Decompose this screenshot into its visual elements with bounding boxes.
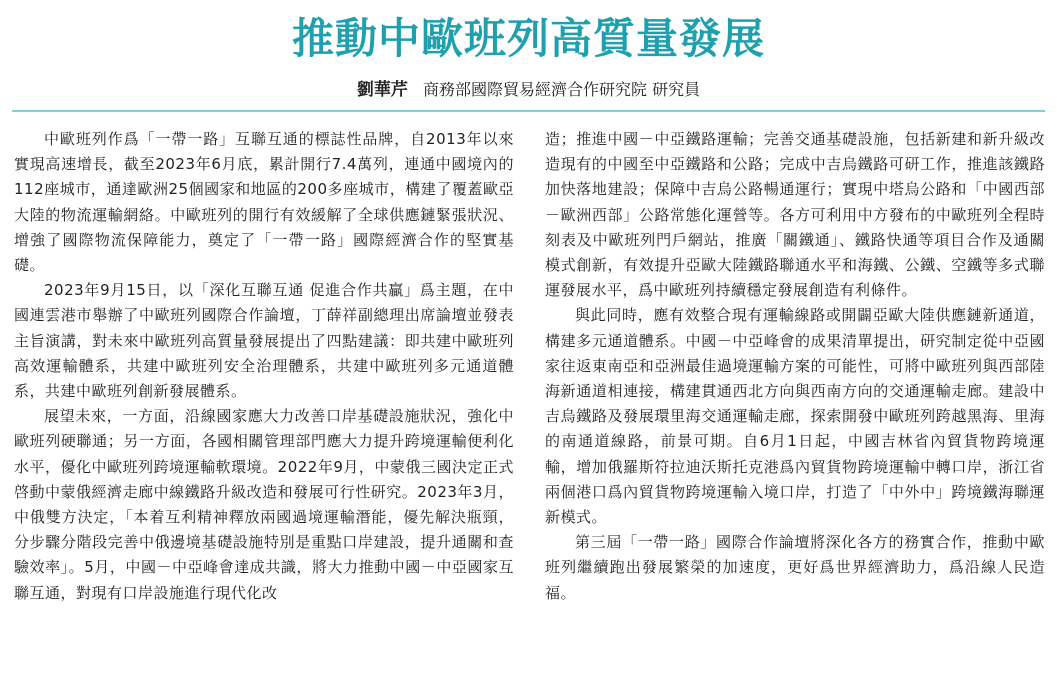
paragraph: 2023年9月15日，以「深化互聯互通 促進合作共贏」爲主題，在中國連雲港市舉辦了中歐班列國際合作論壇，丁薛祥副總理出席論壇並發表主旨演講，對未來中歐班列高質量發展提出了四點建議：即共建中歐班列高效運輸體系，共建中歐班列安全治理體系，共建中歐班列多元通道體系，共建中歐班列創新發展體系。	[14, 281, 514, 401]
headline: 推動中歐班列高質量發展	[291, 14, 765, 63]
article-column-right	[545, 127, 1045, 606]
paragraph: 第三屆「一帶一路」國際合作論壇將深化各方的務實合作，推動中歐班列繼續跑出發展繁榮的加速度，更好爲世界經濟助力，爲沿線人民造福。	[545, 533, 1045, 602]
article-column-left	[14, 127, 514, 606]
header-divider	[12, 110, 1045, 112]
paragraph: 與此同時，應有效整合現有運輸線路或開闢亞歐大陸供應鏈新通道，構建多元通道體系。中國－中亞峰會的成果清單提出，研究制定從中亞國家往返東南亞和亞洲最佳過境運輸方案的可能性，可將中歐班列與西部陸海新通道相連接，構建貫通西北方向與西南方向的交通運輸走廊。建設中吉烏鐵路及發展環里海交通運輸走廊，探索開發中歐班列跨越黑海、里海的南通道線路，前景可期。自6月1日起，中國吉林省內貿貨物跨境運輸，增加俄羅斯符拉迪沃斯托克港爲內貿貨物跨境運輸中轉口岸，浙江省兩個港口爲內貿貨物跨境運輸入境口岸，打造了「中外中」跨境鐵海聯運新模式。	[545, 306, 1045, 527]
paragraph-continuation: 造；推進中國－中亞鐵路運輸；完善交通基礎設施，包括新建和新升級改造現有的中國至中亞鐵路和公路；完成中吉烏鐵路可研工作，推進該鐵路加快落地建設；保障中吉烏公路暢通運行；實現中塔烏公路和「中國西部－歐洲西部」公路常態化運營等。各方可利用中方發布的中歐班列全程時刻表及中歐班列門戶網站，推廣「關鐵通」、鐵路快通等項目合作及通關模式創新，有效提升亞歐大陸鐵路聯通水平和海鐵、公鐵、空鐵等多式聯運發展水平，爲中歐班列持續穩定發展創造有利條件。	[545, 130, 1045, 300]
author-affiliation: 商務部國際貿易經濟合作研究院 研究員	[423, 80, 701, 99]
byline	[0, 78, 1057, 102]
paragraph: 展望未來，一方面，沿線國家應大力改善口岸基礎設施狀況，強化中歐班列硬聯通；另一方面，各國相關管理部門應大力提升跨境運輸便利化水平，優化中歐班列跨境運輸軟環境。2022年9月，中蒙俄三國決定正式啓動中蒙俄經濟走廊中線鐵路升級改造和發展可行性研究。2023年3月，中俄雙方決定，「本着互利精神釋放兩國過境運輸潛能，優先解決瓶頸，分步驟分階段完善中俄邊境基礎設施特別是重點口岸建設，提升通關和查驗效率」。5月，中國－中亞峰會達成共識，將大力推動中國－中亞國家互聯互通，對現有口岸設施進行現代化改	[14, 407, 514, 602]
author-name: 劉華芹	[356, 80, 408, 100]
paragraph: 中歐班列作爲「一帶一路」互聯互通的標誌性品牌，自2013年以來實現高速增長，截至2023年6月底，累計開行7.4萬列，連通中國境內的112座城市，通達歐洲25個國家和地區的200多座城市，構建了覆蓋歐亞大陸的物流運輸網絡。中歐班列的開行有效緩解了全球供應鏈緊張狀況、增強了國際物流保障能力，奠定了「一帶一路」國際經濟合作的堅實基礎。	[14, 130, 514, 275]
